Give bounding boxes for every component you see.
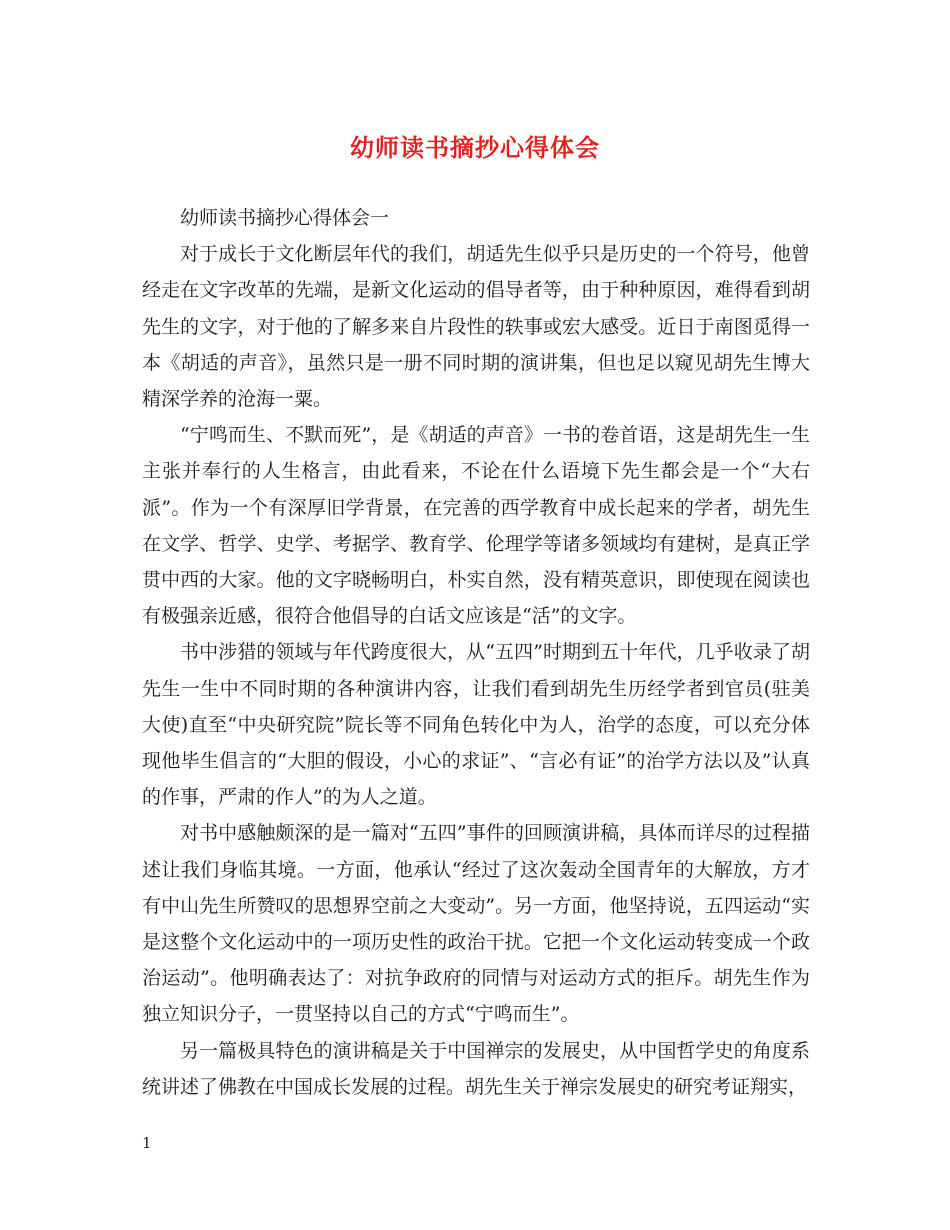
section-heading: 幼师读书摘抄心得体会一 [180,207,390,229]
document-body [142,200,810,1105]
paragraph: “宁鸣而生、不默而死”，是《胡适的声音》一书的卷首语，这是胡先生一生主张并奉行的人生格言，由此看来，不论在什么语境下先生都会是一个“大右派”。作为一个有深厚旧学背景，在完善的西学教育中成长起来的学者，胡先生在文学、哲学、史学、考据学、教育学、伦理学等诸多领域均有建树，是真正学贯中西的大家。他的文字晓畅明白，朴实自然，没有精英意识，即使现在阅读也有极强亲近感，很符合他倡导的白话文应该是“活”的文字。 [142,424,810,628]
document-title: 幼师读书摘抄心得体会 [350,133,600,162]
paragraph: 对于成长于文化断层年代的我们，胡适先生似乎只是历史的一个符号，他曾经走在文字改革的先端，是新文化运动的倡导者等，由于种种原因，难得看到胡先生的文字，对于他的了解多来自片段性的轶事或宏大感受。近日于南图觅得一本《胡适的声音》，虽然只是一册不同时期的演讲集，但也足以窥见胡先生博大精深学养的沧海一粟。 [142,243,810,411]
page-number: 1 [142,1134,152,1152]
paragraph: 书中涉猎的领域与年代跨度很大，从“五四”时期到五十年代，几乎收录了胡先生一生中不同时期的各种演讲内容，让我们看到胡先生历经学者到官员(驻美大使)直至“中央研究院”院长等不同角色转化中为人，治学的态度，可以充分体现他毕生倡言的“大胆的假设，小心的求证”、“言必有证”的治学方法以及”认真的作事，严肃的作人”的为人之道。 [142,641,810,809]
paragraph: 对书中感触颇深的是一篇对“五四”事件的回顾演讲稿，具体而详尽的过程描述让我们身临其境。一方面，他承认“经过了这次轰动全国青年的大解放，方才有中山先生所赞叹的思想界空前之大变动”。另一方面，他坚持说，五四运动“实是这整个文化运动中的一项历史性的政治干扰。它把一个文化运动转变成一个政治运动”。他明确表达了：对抗争政府的同情与对运动方式的拒斥。胡先生作为独立知识分子，一贯坚持以自己的方式“宁鸣而生”。 [142,822,810,1026]
paragraph: 另一篇极具特色的演讲稿是关于中国禅宗的发展史，从中国哲学史的角度系统讲述了佛教在中国成长发展的过程。胡先生关于禅宗发展史的研究考证翔实， [142,1039,810,1098]
